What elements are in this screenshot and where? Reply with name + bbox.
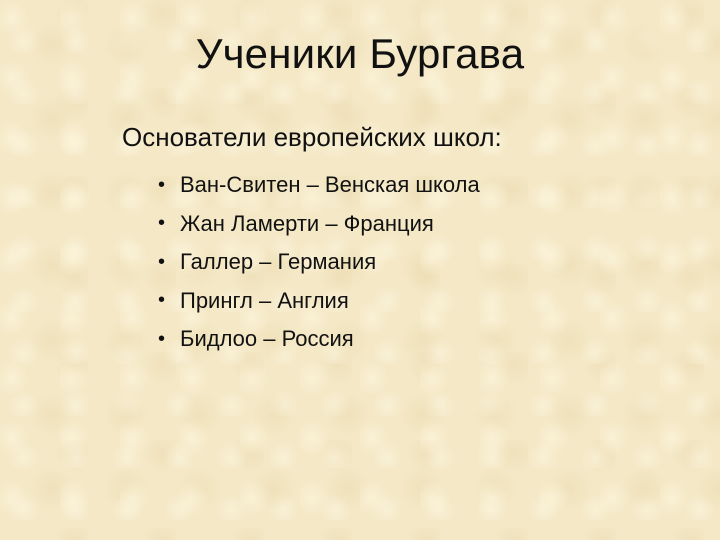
bullet-icon: • [158,250,166,273]
list-item-text: Галлер – Германия [180,249,377,275]
bullet-icon: • [158,212,166,235]
list-item-text: Жан Ламерти – Франция [180,210,434,236]
list-item [158,166,480,205]
list-item [158,205,480,244]
bullet-icon: • [158,289,166,312]
list-item [158,320,480,359]
bullet-icon: • [158,327,166,350]
list-item-text: Ван-Свитен – Венская школа [180,172,480,198]
bullet-list [158,166,480,359]
list-item-text: Бидлоо – Россия [180,326,354,352]
list-item [158,282,480,321]
slide-subtitle: Основатели европейских школ: [122,122,502,152]
slide-title: Ученики Бургава [195,30,525,77]
bullet-icon: • [158,173,166,196]
list-item-text: Прингл – Англия [180,287,349,313]
list-item [158,243,480,282]
